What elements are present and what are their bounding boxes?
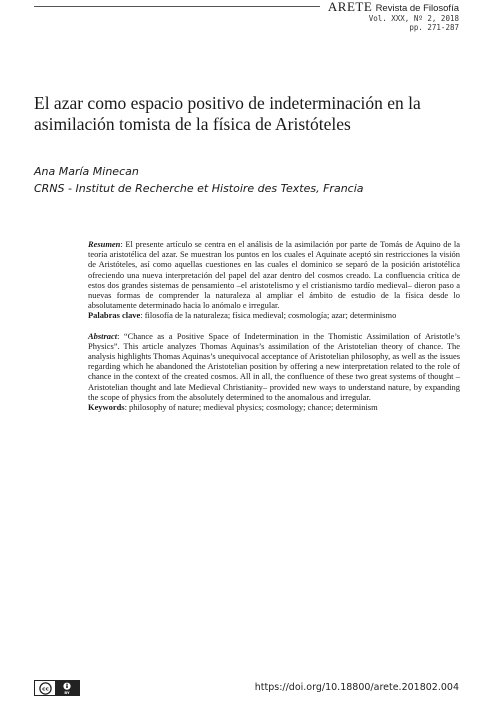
svg-text:cc: cc <box>41 686 49 693</box>
author-affiliation: CRNS - Institut de Recherche et Histoire des Textes, Francia <box>34 182 364 195</box>
author-block <box>34 163 464 197</box>
abstract-es-text: : El presente artículo se centra en el análisis de la asimilación por parte de Tomás de Aquino de la teoría aristotélica del azar. Se muestran los puntos en los cuales el Aquinate aceptó sin restricciones la visión de Aristóteles, así como aquellas cuestiones en las cuales el dominico se separó de la posición aristotélica ofreciendo una nueva interpretación del papel del azar dentro del cosmos creado. La confluencia crítica de estos dos grandes sistemas de pensamiento –el aristotelismo y el cristianismo tardío medieval– dieron paso a nuevas formas de comprender la naturaleza al ampliar el ámbito de estudio de la física desde lo absolutamente determinado hacia lo anómalo e irregular. <box>88 239 460 311</box>
keywords-es <box>88 310 460 320</box>
cc-by-icon <box>55 681 79 695</box>
cc-circle-icon <box>35 681 55 695</box>
doi-link[interactable]: https://doi.org/10.18800/arete.201802.004 <box>254 682 459 693</box>
abstract-en <box>88 331 460 402</box>
abstract-es-label: Resumen <box>88 239 121 249</box>
journal-name: ARETE <box>327 0 373 14</box>
cc-by-label: BY <box>64 691 70 695</box>
keywords-es-text: : filosofía de la naturaleza; física medieval; cosmología; azar; determinismo <box>140 310 397 321</box>
keywords-en <box>88 402 460 412</box>
abstract-block <box>88 239 460 412</box>
keywords-en-text: : philosophy of nature; medieval physics; cosmology; chance; determinism <box>124 402 378 413</box>
journal-pages: pp. 271-287 <box>409 22 459 32</box>
journal-volume: Vol. XXX, Nº 2, 2018 <box>368 13 459 23</box>
creative-commons-by-icon[interactable] <box>34 680 80 696</box>
keywords-es-label: Palabras clave <box>88 310 141 321</box>
journal-subtitle: Revista de Filosofía <box>375 3 459 14</box>
abstract-es <box>88 239 460 310</box>
keywords-en-label: Keywords <box>88 402 125 413</box>
abstract-en-text: : “Chance as a Positive Space of Indetermination in the Thomistic Assimilation of Aristotle’s Physics”. This article analyzes Thomas Aquinas’s assimilation of the Aristotelian theory of chance. The analysis highlights Thomas Aquinas’s unequivocal acceptance of Aristotelian philosophy, as well as the issues regarding which he abandoned the Aristotelian position by offering a new interpretation related to the role of chance in the context of the created cosmos. All in all, the confluence of these two great systems of thought –Aristotelian thought and late Medieval Christianity– provided new ways to understand nature, by expanding the scope of physics from the absolutely determined to the anomalous and irregular. <box>88 330 460 402</box>
author-name: Ana María Minecan <box>34 165 139 178</box>
header-rule <box>34 6 320 7</box>
journal-header <box>328 0 459 32</box>
abstract-en-label: Abstract <box>88 330 118 341</box>
article-title: El azar como espacio positivo de indeterminación en la asimilación tomista de la física de Aristóteles <box>34 93 421 134</box>
